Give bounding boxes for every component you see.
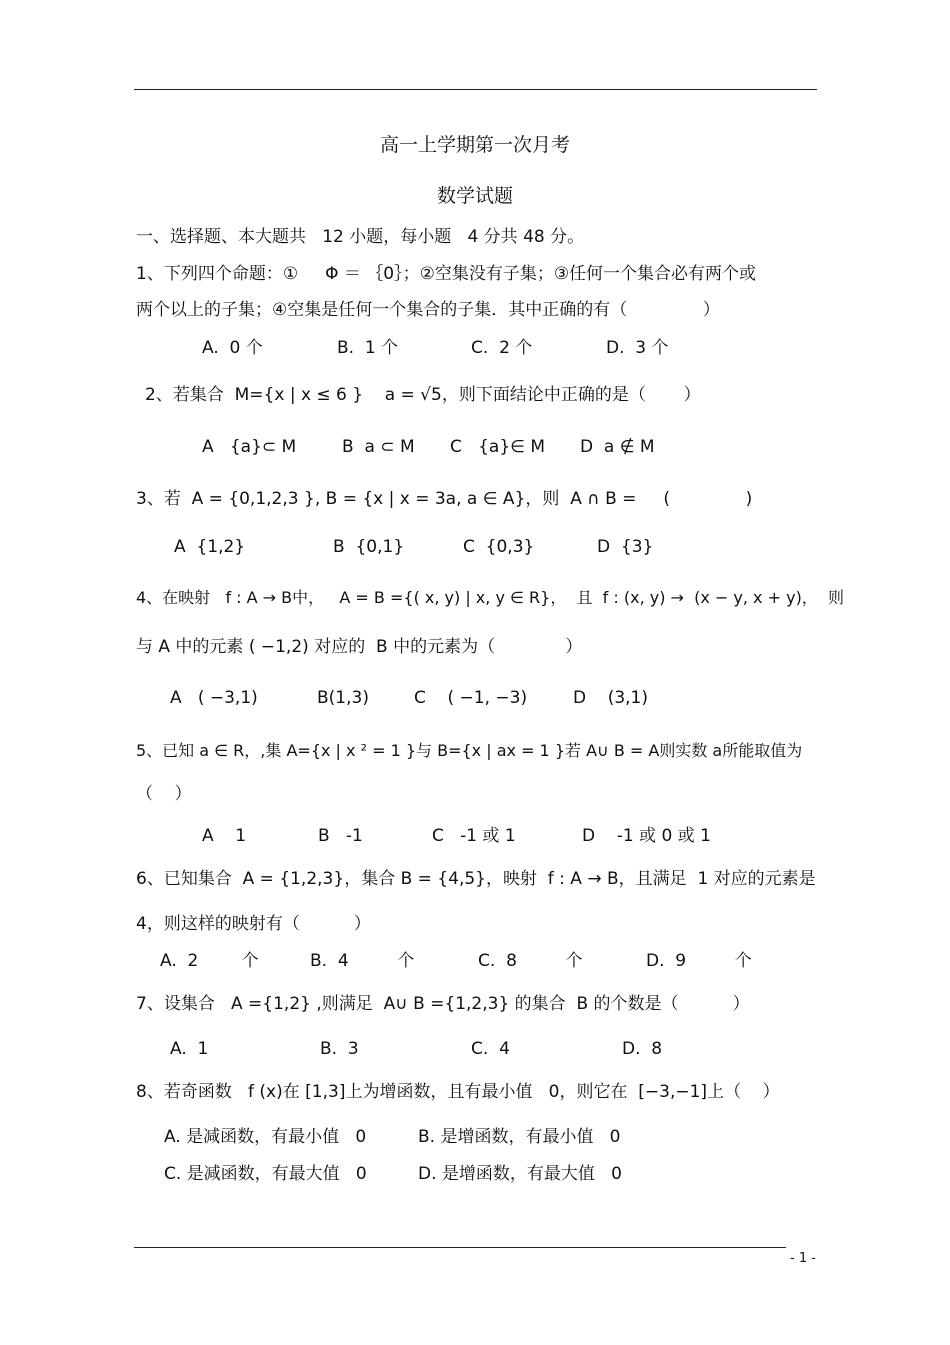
q3-option-b: B {0,1} <box>333 537 405 557</box>
q2-option-a: A {a}⊂ M <box>202 437 297 457</box>
page-number: - 1 - <box>790 1251 816 1266</box>
section-header: 一、选择题、本大题共 12 小题，每小题 4 分共 48 分。 <box>136 227 585 247</box>
question-8-line-1: 8、若奇函数 f (x)在 [1,3]上为增函数，且有最小值 0，则它在 [−3,−1]上（ ） <box>136 1082 780 1102</box>
q6-option-c: C. 8 个 <box>478 951 583 971</box>
q5-option-a: A 1 <box>202 826 247 846</box>
question-6-line-1: 6、已知集合 A = {1,2,3}，集合 B = {4,5}，映射 f : A → B，且满足 1 对应的元素是 <box>136 869 816 889</box>
q1-option-c: C. 2 个 <box>471 338 533 358</box>
q4-option-d: D (3,1) <box>573 688 649 708</box>
q2-option-d: D a ∉ M <box>580 437 655 457</box>
q5-option-c: C -1 或 1 <box>432 826 516 846</box>
q8-option-a: A. 是减函数，有最小值 0 <box>164 1127 367 1147</box>
q7-option-d: D. 8 <box>622 1039 663 1059</box>
q6-option-a: A. 2 个 <box>160 951 259 971</box>
question-4-line-2: 与 A 中的元素 ( −1,2) 对应的 B 中的元素为（ ） <box>136 637 583 657</box>
question-1-line-1: 1、下列四个命题：① Φ ＝ ｛0｝；②空集没有子集；③任何一个集合必有两个或 <box>136 264 757 284</box>
q5-option-b: B -1 <box>318 826 363 846</box>
question-6-line-2: 4，则这样的映射有（ ） <box>136 914 371 934</box>
question-5-line-2: （ ） <box>136 784 192 804</box>
q1-option-b: B. 1 个 <box>337 338 399 358</box>
q2-option-c: C {a}∈ M <box>450 437 546 457</box>
q2-option-b: B a ⊂ M <box>342 437 415 457</box>
q1-option-a: A. 0 个 <box>202 338 263 358</box>
q4-option-a: A ( −3,1) <box>170 688 258 708</box>
q8-option-c: C. 是减函数，有最大值 0 <box>164 1164 367 1184</box>
q7-option-c: C. 4 <box>471 1039 510 1059</box>
q6-option-b: B. 4 个 <box>310 951 415 971</box>
q3-option-d: D {3} <box>597 537 654 557</box>
q5-option-d: D -1 或 0 或 1 <box>582 826 711 846</box>
bottom-rule <box>134 1247 786 1248</box>
q4-option-b: B(1,3) <box>317 688 369 708</box>
question-4-line-1: 4、在映射 f : A → B中， A = B ={( x, y) | x, y ∈ R}， 且 f : (x, y) → (x − y, x + y)， 则 <box>136 588 844 607</box>
question-3-line-1: 3、若 A = {0,1,2,3 }, B = {x | x = 3a, a ∈ A}，则 A ∩ B = ( ) <box>136 489 753 509</box>
q3-option-a: A {1,2} <box>174 537 246 557</box>
q8-option-d: D. 是增函数，有最大值 0 <box>418 1164 622 1184</box>
page-subtitle: 数学试题 <box>436 185 513 207</box>
top-rule <box>134 89 817 90</box>
q8-option-b: B. 是增函数，有最小值 0 <box>418 1127 621 1147</box>
q1-option-d: D. 3 个 <box>606 338 669 358</box>
q7-option-a: A. 1 <box>170 1039 209 1059</box>
question-7-line-1: 7、设集合 A ={1,2} ,则满足 A∪ B ={1,2,3} 的集合 B 的个数是（ ） <box>136 994 750 1014</box>
q6-option-d: D. 9 个 <box>646 951 752 971</box>
q4-option-c: C ( −1, −3) <box>414 688 528 708</box>
question-1-line-2: 两个以上的子集；④空集是任何一个集合的子集．其中正确的有（ ） <box>136 300 720 320</box>
q3-option-c: C {0,3} <box>463 537 535 557</box>
page-title: 高一上学期第一次月考 <box>379 134 570 156</box>
question-2-line-1: 2、若集合 M={x | x ≤ 6 } a = √5，则下面结论中正确的是（ ） <box>145 385 701 405</box>
question-5-line-1: 5、已知 a ∈ R，,集 A={x | x ² = 1 }与 B={x | ax = 1 }若 A∪ B = A则实数 a所能取值为 <box>136 741 803 760</box>
q7-option-b: B. 3 <box>320 1039 359 1059</box>
